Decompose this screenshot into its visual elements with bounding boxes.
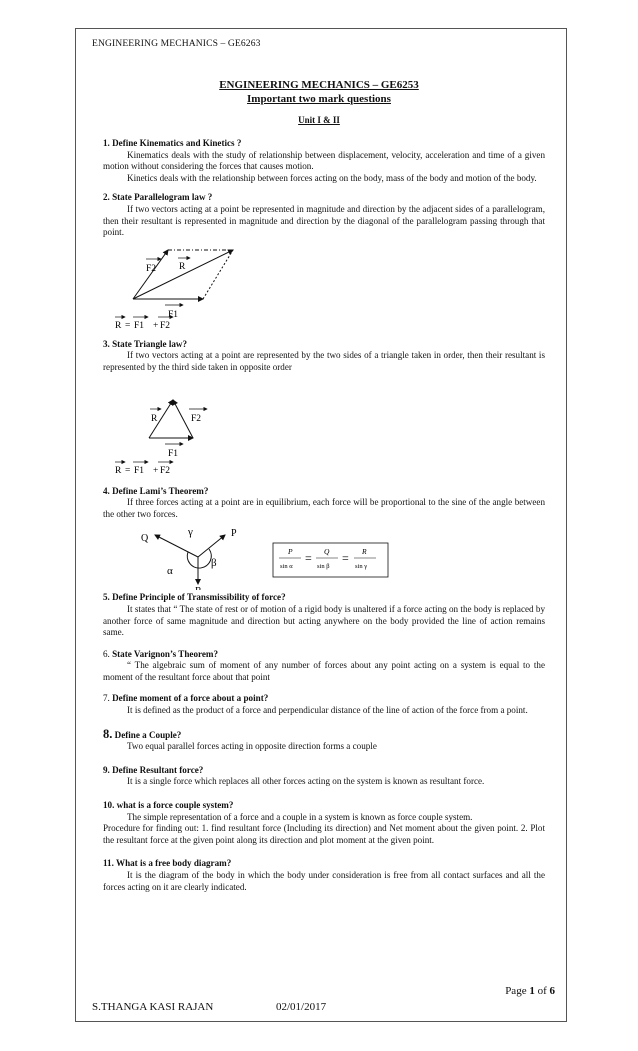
question-6-answer: “ The algebraic sum of moment of any number of forces about any point acting on a system is equal to the moment of the resultant force about that point bbox=[103, 660, 545, 682]
lami-figure bbox=[103, 520, 545, 590]
question-3-title: 3. State Triangle law? bbox=[103, 338, 188, 349]
question-4-title: 4. Define Lami’s Theorem? bbox=[103, 485, 209, 496]
question-11-title: 11. What is a free body diagram? bbox=[103, 858, 232, 869]
triangle-figure bbox=[103, 374, 545, 478]
question-9-answer: It is a single force which replaces all other forces acting on the system is known as resultant force. bbox=[127, 776, 485, 787]
page-number bbox=[505, 985, 555, 997]
question-11-answer: It is the diagram of the body in which the body under consideration is free from all contact surfaces and all the forces acting on it are clearly indicated. bbox=[103, 870, 545, 892]
document-title: ENGINEERING MECHANICS – GE6253 bbox=[219, 79, 419, 91]
parallelogram-figure bbox=[103, 239, 545, 331]
formula-denominator-beta: sin β bbox=[317, 563, 330, 571]
question-2-answer: If two vectors acting at a point be represented in magnitude and direction by the adjacent sides of a parallelogram, then their resultant is represented in magnitude and direction by the diagonal of the parallelogram passing through that point. bbox=[103, 203, 545, 238]
angle-arc bbox=[187, 549, 211, 568]
formula-numerator-q: Q bbox=[324, 547, 330, 557]
question-5-answer: It states that “ The state of rest or of motion of a rigid body is unaltered if a force acting on the body is replaced by another force of same magnitude and direction but acting anywhere on the body provided the line of action remains same. bbox=[103, 603, 545, 638]
force-q-vector bbox=[155, 535, 198, 557]
question-7-number: 7. bbox=[103, 693, 113, 704]
question-3-answer: If two vectors acting at a point are represented by the two sides of a triangle taken in order, then their resultant is represented by the third side taken in opposite order bbox=[103, 350, 545, 372]
formula-denominator-alpha: sin α bbox=[280, 563, 293, 571]
question-6-number: 6. bbox=[103, 648, 113, 659]
document-subtitle: Important two mark questions bbox=[247, 93, 391, 105]
f2-vector bbox=[133, 250, 168, 299]
formula-equals-1: = bbox=[305, 551, 312, 566]
force-q-label: Q bbox=[141, 533, 149, 545]
page-current: 1 bbox=[529, 985, 535, 997]
page-total: 6 bbox=[549, 985, 555, 997]
eq-f2: F2 bbox=[160, 320, 171, 331]
eq-r: R bbox=[115, 320, 122, 331]
question-8-title bbox=[103, 726, 545, 742]
question-4-answer: If three forces acting at a point are in equilibrium, each force will be proportional to the sine of the angle between the other two forces. bbox=[103, 497, 545, 519]
formula-denominator-gamma: sin γ bbox=[355, 563, 368, 571]
angle-gamma-label: γ bbox=[188, 526, 193, 539]
eq-plus: + bbox=[153, 320, 159, 331]
triangle-r-label: R bbox=[151, 413, 158, 424]
question-8-answer: Two equal parallel forces acting in opposite direction forms a couple bbox=[127, 741, 377, 752]
question-10-title: 10. what is a force couple system? bbox=[103, 800, 234, 811]
question-8-number: 8. bbox=[103, 726, 113, 741]
question-1-answer-kinetics: Kinetics deals with the relationship between forces acting on the body, mass of the body and motion of the body. bbox=[127, 172, 537, 183]
triangle-eq-plus: + bbox=[153, 465, 159, 476]
question-1-answer-kinematics: Kinematics deals with the study of relationship between displacement, velocity, acceleration and time of a given motion without considering the forces that causes motion. bbox=[103, 149, 545, 172]
page-prefix: Page bbox=[505, 985, 530, 997]
unit-heading: Unit I & II bbox=[298, 115, 340, 125]
angle-alpha-label: α bbox=[167, 565, 173, 578]
formula-equals-2: = bbox=[342, 551, 349, 566]
question-5-title: 5. Define Principle of Transmissibility of force? bbox=[103, 592, 286, 603]
question-2-number: 2 bbox=[103, 192, 108, 203]
question-1-title: 1. Define Kinematics and Kinetics ? bbox=[103, 138, 242, 148]
force-r-label bbox=[195, 586, 202, 590]
running-header: ENGINEERING MECHANICS – GE6263 bbox=[92, 38, 261, 49]
question-2-title bbox=[103, 192, 545, 204]
page-of: of bbox=[534, 985, 550, 997]
eq-equals: = bbox=[125, 320, 131, 331]
f1-label: F1 bbox=[168, 309, 179, 320]
f2-label: F2 bbox=[146, 263, 157, 274]
force-p-label: P bbox=[231, 528, 237, 540]
triangle-eq-equals: = bbox=[125, 465, 131, 476]
question-8-text: Define a Couple? bbox=[112, 729, 182, 740]
eq-f1: F1 bbox=[134, 320, 145, 331]
question-2-text: . State Parallelogram law ? bbox=[107, 192, 213, 203]
parallelogram-diagram bbox=[103, 239, 545, 331]
footer-author: S.THANGA KASI RAJAN bbox=[92, 1001, 214, 1013]
question-7-title bbox=[103, 693, 545, 705]
questions-content bbox=[103, 138, 545, 893]
question-6-text: State Varignon’s Theorem? bbox=[112, 648, 219, 659]
r-label: R bbox=[179, 261, 186, 272]
question-10-answer: The simple representation of a force and a couple in a system is known as force couple system. bbox=[127, 811, 473, 822]
question-7-text: Define moment of a force about a point? bbox=[112, 693, 269, 704]
question-6-title bbox=[103, 649, 545, 661]
triangle-eq-r: R bbox=[115, 465, 122, 476]
triangle-eq-f2: F2 bbox=[160, 465, 171, 476]
question-10-procedure: Procedure for finding out: 1. find resultant force (Including its direction) and Net moment about the given point. 2. Plot the resultant force at the given point along its direction and plot moment at the given point. bbox=[103, 823, 545, 845]
footer-date: 02/01/2017 bbox=[276, 1001, 327, 1013]
formula-numerator-r: R bbox=[362, 547, 367, 557]
question-7-answer: It is defined as the product of a force and perpendicular distance of the line of action of the force from a point. bbox=[127, 705, 528, 716]
triangle-f2-label: F2 bbox=[191, 413, 202, 424]
triangle-f2-side bbox=[173, 400, 193, 438]
question-9-title: 9. Define Resultant force? bbox=[103, 764, 204, 775]
formula-numerator-p: P bbox=[288, 547, 293, 557]
lami-diagram bbox=[103, 520, 545, 590]
angle-beta-label: β bbox=[211, 557, 217, 570]
triangle-diagram bbox=[103, 374, 545, 478]
triangle-eq-f1: F1 bbox=[134, 465, 145, 476]
triangle-f1-label: F1 bbox=[168, 448, 179, 459]
